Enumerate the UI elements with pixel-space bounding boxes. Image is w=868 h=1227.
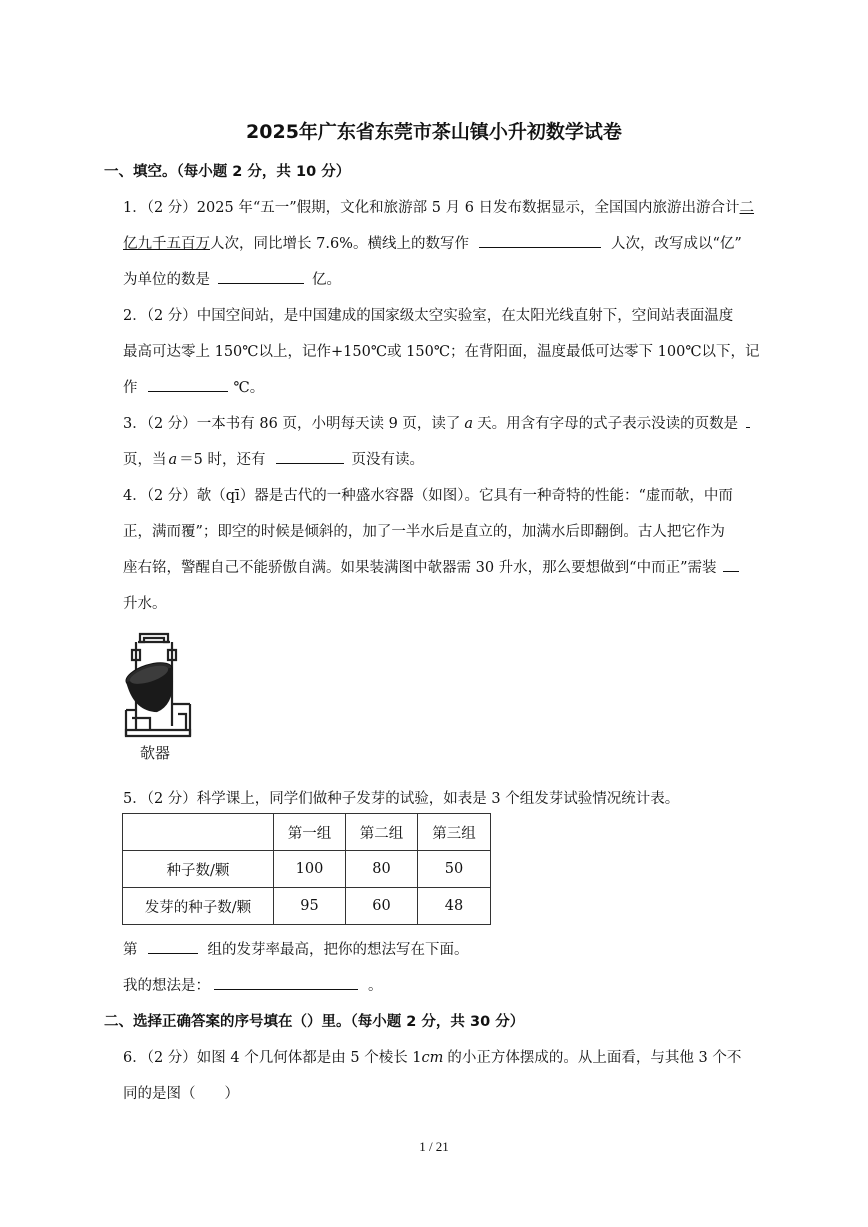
q5-answer-blank-2[interactable] [214, 975, 358, 990]
question-4-line-2: 正，满而覆”；即空的时候是倾斜的，加了一半水后是直立的，加满水后即翻倒。古人把它作为 [123, 524, 725, 540]
table-cell: 95 [274, 888, 346, 925]
question-4-line-1: 4．（2 分）欹（qī）器是古代的一种盛水容器（如图）。它具有一种奇特的性能：“虚而欹，中而 [123, 488, 733, 504]
seed-germination-table [122, 813, 491, 925]
table-cell: 发芽的种子数/颗 [123, 888, 274, 925]
question-5-line-1: 5．（2 分）科学课上，同学们做种子发芽的试验，如表是 3 个组发芽试验情况统计表。 [123, 791, 680, 807]
question-2-line-2: 最高可达零上 150℃以上，记作+150℃或 150℃；在背阳面，温度最低可达零下 100℃以下，记 [123, 344, 760, 360]
question-6-line-2: 同的是图（ ） [123, 1086, 239, 1102]
q3-answer-blank-2[interactable] [276, 449, 344, 464]
q1-underlined-number-end: 亿九千五百万 [123, 236, 210, 252]
question-4-line-3 [123, 556, 743, 577]
question-1-line-1 [123, 196, 754, 217]
q6-text-b: 的小正方体摆成的。从上面看，与其他 3 个不 [447, 1050, 742, 1066]
q5-text-a: 第 [123, 942, 138, 958]
section-1-heading: 一、填空。（每小题 2 分，共 10 分） [104, 164, 351, 180]
table-cell: 50 [418, 851, 491, 888]
q2-text-a: 作 [123, 380, 138, 396]
q2-text-b: ℃。 [233, 380, 265, 396]
question-3-line-1 [123, 412, 754, 433]
q6-text-a: 6．（2 分）如图 4 个几何体都是由 5 个棱长 1 [123, 1050, 422, 1066]
section-2-heading: 二、选择正确答案的序号填在（）里。（每小题 2 分，共 30 分） [104, 1014, 525, 1030]
q4-text-a: 座右铭，警醒自己不能骄傲自满。如果装满图中欹器需 30 升水，那么要想做到“中而正”需装 [123, 560, 717, 576]
qi-vessel-illustration [120, 630, 200, 740]
question-5-line-2 [123, 938, 469, 959]
q5-text-d: 。 [368, 978, 383, 994]
table-row [123, 888, 491, 925]
table-header-cell: 第三组 [418, 814, 491, 851]
table-cell: 种子数/颗 [123, 851, 274, 888]
vessel-caption: 欹器 [140, 744, 171, 762]
table-header-cell: 第一组 [274, 814, 346, 851]
q3-answer-blank-1[interactable] [746, 413, 750, 428]
table-header-row [123, 814, 491, 851]
q1-text-d: 为单位的数是 [123, 272, 210, 288]
q1-text-e: 亿。 [312, 272, 341, 288]
table-cell: 48 [418, 888, 491, 925]
q3-text-a: 3．（2 分）一本书有 86 页，小明每天读 9 页，读了 [123, 416, 461, 432]
question-2-line-1: 2．（2 分）中国空间站，是中国建成的国家级太空实验室，在太阳光线直射下，空间站表面温度 [123, 308, 734, 324]
q1-text-c: 人次，改写成以“亿” [610, 236, 742, 252]
table-cell: 80 [346, 851, 418, 888]
table-header-cell: 第二组 [346, 814, 418, 851]
q1-underlined-number-start: 二 [739, 200, 755, 216]
question-1-line-2 [123, 232, 742, 253]
table-cell: 100 [274, 851, 346, 888]
q6-unit: cm [421, 1050, 444, 1066]
q1-answer-blank-1[interactable] [479, 233, 601, 248]
question-2-line-3 [123, 376, 264, 397]
table-cell: 60 [346, 888, 418, 925]
q1-text-b: 人次，同比增长 7.6%。横线上的数写作 [210, 236, 469, 252]
page-title: 2025年广东省东莞市茶山镇小升初数学试卷 [246, 121, 622, 143]
q1-text-a: 1．（2 分）2025 年“五一”假期，文化和旅游部 5 月 6 日发布数据显示，全国国内旅游出游合计 [123, 200, 740, 216]
q3-text-d: ＝5 时，还有 [179, 452, 266, 468]
q3-text-b: 天。用含有字母的式子表示没读的页数是 [477, 416, 739, 432]
question-1-line-3 [123, 268, 341, 289]
question-5-line-3 [123, 974, 383, 995]
table-row [123, 851, 491, 888]
q2-answer-blank[interactable] [148, 377, 228, 392]
q3-variable-a: a [464, 416, 474, 432]
table-header-cell [123, 814, 274, 851]
q1-answer-blank-2[interactable] [218, 269, 304, 284]
q3-variable-a-2: a [168, 452, 178, 468]
q3-text-e: 页没有读。 [351, 452, 424, 468]
q5-text-b: 组的发芽率最高，把你的想法写在下面。 [207, 942, 469, 958]
q4-answer-blank[interactable] [723, 557, 739, 572]
question-6-line-1 [123, 1046, 741, 1067]
page-number: 1 / 21 [419, 1139, 449, 1154]
question-3-line-2 [123, 448, 424, 469]
question-4-line-4: 升水。 [123, 596, 167, 612]
q5-answer-blank-1[interactable] [148, 939, 198, 954]
q3-text-c: 页，当 [123, 452, 167, 468]
q5-text-c: 我的想法是： [123, 978, 210, 994]
